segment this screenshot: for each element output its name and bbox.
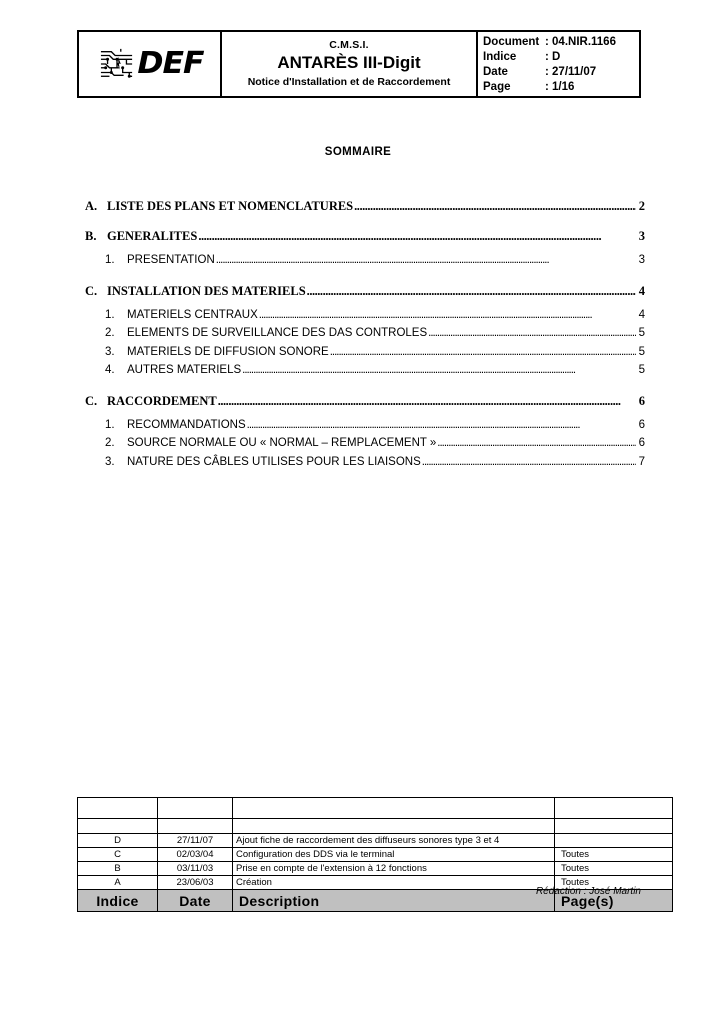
revision-description-cell: [233, 819, 555, 834]
toc-entry-label: PRESENTATION: [127, 254, 215, 266]
revision-description-cell: Prise en compte de l'extension à 12 fonctions: [233, 862, 555, 876]
toc-entry-number: 1.: [105, 254, 115, 266]
toc-dot-leader: [307, 283, 636, 299]
metadata-label-document: Document: [483, 36, 540, 48]
revision-indice-cell: D: [78, 834, 158, 848]
toc-entry-label: LISTE DES PLANS ET NOMENCLATURES: [107, 199, 354, 213]
toc-entry-number: 1.: [105, 308, 115, 321]
toc-entry-label: NATURE DES CÂBLES UTILISES POUR LES LIAISONS: [127, 455, 421, 468]
revision-indice-cell: [78, 798, 158, 819]
revision-indice-cell: A: [78, 876, 158, 890]
metadata-row-document: [483, 35, 639, 50]
toc-entry-label: RECOMMANDATIONS: [127, 418, 246, 431]
toc-entry-c3[interactable]: [85, 344, 645, 361]
toc-page-number: 2: [638, 199, 645, 213]
revision-description-cell: [233, 798, 555, 819]
revision-indice-cell: B: [78, 862, 158, 876]
metadata-value-date: : 27/11/07: [545, 66, 597, 78]
toc-entry-label: GENERALITES: [107, 229, 198, 243]
revision-date-cell: 03/11/03: [158, 862, 233, 876]
revision-pages-cell: Toutes: [555, 876, 673, 890]
toc-entry-b[interactable]: [85, 228, 645, 244]
toc-entry-c4[interactable]: [85, 362, 645, 379]
metadata-value-page: : 1/16: [545, 81, 575, 93]
header-product-title: ANTARÈS III-Digit: [277, 53, 421, 72]
header-cmsi-label: C.M.S.I.: [329, 39, 369, 51]
toc-entry-number: 3.: [105, 455, 115, 468]
toc-entry-label: AUTRES MATERIELS: [127, 364, 242, 376]
toc-entry-label: RACCORDEMENT: [107, 393, 217, 408]
toc-entry-c1[interactable]: [85, 307, 645, 324]
toc-entry-number: 1.: [105, 418, 115, 431]
revision-date-cell: 02/03/04: [158, 848, 233, 862]
toc-entry-b1[interactable]: [85, 252, 645, 269]
toc-dot-leader: [428, 325, 636, 342]
toc-entry-label: MATERIELS DE DIFFUSION SONORE: [127, 345, 329, 358]
toc-dot-leader: [437, 435, 636, 452]
toc-page-number: 5: [638, 327, 645, 339]
toc-entry-c-installation[interactable]: [85, 283, 645, 299]
toc-page-number: 7: [638, 455, 645, 468]
table-of-contents-title: SOMMAIRE: [324, 146, 392, 158]
revision-description-cell: Ajout fiche de raccordement des diffuseurs sonores type 3 et 4: [233, 834, 555, 848]
toc-entry-number: 4.: [105, 364, 115, 376]
table-row: [78, 862, 673, 876]
toc-entry-number: 3.: [105, 345, 115, 358]
metadata-row-date: [483, 65, 639, 80]
toc-entry-number: 2.: [105, 327, 115, 339]
table-row: [78, 848, 673, 862]
toc-dot-leader: [330, 344, 636, 361]
toc-entry-number: 2.: [105, 437, 115, 449]
toc-entry-number: A.: [85, 199, 98, 213]
revision-indice-cell: C: [78, 848, 158, 862]
header-title-cell: [222, 32, 478, 96]
revision-date-cell: 27/11/07: [158, 834, 233, 848]
toc-entry-c2[interactable]: [85, 325, 645, 342]
revision-date-cell: 23/06/03: [158, 876, 233, 890]
footer-author-credit: Rédaction : José Martin: [535, 886, 641, 897]
toc-dot-leader: [422, 454, 636, 471]
toc-entry-label: INSTALLATION DES MATERIELS: [107, 283, 306, 298]
toc-page-number: 3: [638, 254, 645, 266]
revision-pages-cell: [555, 834, 673, 848]
toc-entry-a[interactable]: [85, 198, 645, 214]
table-row: [78, 798, 673, 819]
toc-dot-leader: [259, 307, 636, 324]
metadata-row-indice: [483, 50, 639, 65]
header-logo-cell: [79, 32, 222, 96]
revision-date-cell: [158, 819, 233, 834]
circuit-board-icon: [98, 47, 136, 81]
toc-page-number: 4: [638, 308, 645, 321]
metadata-label-date: Date: [483, 66, 508, 78]
metadata-label-indice: Indice: [483, 51, 517, 63]
toc-dot-leader: [216, 252, 636, 269]
toc-page-number: 4: [638, 283, 645, 298]
toc-page-number: 6: [638, 393, 645, 408]
revision-header-description: Description: [233, 890, 555, 912]
revision-header-indice: Indice: [78, 890, 158, 912]
revision-indice-cell: [78, 819, 158, 834]
toc-entry-number: C.: [85, 393, 98, 408]
toc-dot-leader: [247, 417, 636, 434]
toc-entry-r1[interactable]: [85, 417, 645, 434]
table-row: [78, 834, 673, 848]
toc-entry-r2[interactable]: [85, 435, 645, 452]
toc-dot-leader: [242, 362, 636, 379]
toc-page-number: 3: [638, 229, 645, 243]
document-header-table: [77, 30, 641, 98]
toc-entry-label: MATERIELS CENTRAUX: [127, 308, 258, 321]
revision-pages-cell: [555, 798, 673, 819]
toc-dot-leader: [354, 198, 636, 214]
metadata-label-page: Page: [483, 81, 511, 93]
revision-header-pages: Page(s): [555, 890, 673, 912]
metadata-row-page: [483, 80, 639, 95]
def-logo: [98, 47, 202, 81]
def-logo-text: DEF: [136, 46, 204, 81]
toc-entry-r3[interactable]: [85, 454, 645, 471]
toc-page-number: 5: [638, 345, 645, 358]
metadata-value-indice: : D: [545, 51, 561, 63]
header-metadata-cell: [478, 32, 639, 96]
revision-pages-cell: Toutes: [555, 862, 673, 876]
table-of-contents: [85, 198, 645, 470]
revision-pages-cell: Toutes: [555, 848, 673, 862]
toc-entry-number: C.: [85, 283, 98, 298]
revision-date-cell: [158, 798, 233, 819]
toc-entry-c-raccordement[interactable]: [85, 393, 645, 409]
header-document-subtitle: Notice d'Installation et de Raccordement: [247, 76, 451, 88]
toc-entry-number: B.: [85, 229, 97, 243]
toc-page-number: 6: [638, 437, 645, 449]
revision-description-cell: Création: [233, 876, 555, 890]
toc-page-number: 6: [638, 418, 645, 431]
toc-dot-leader: [218, 393, 636, 409]
toc-dot-leader: [198, 228, 636, 244]
toc-entry-label: ELEMENTS DE SURVEILLANCE DES DAS CONTROLES: [127, 327, 428, 339]
revision-description-cell: Configuration des DDS via le terminal: [233, 848, 555, 862]
toc-page-number: 5: [638, 364, 645, 376]
table-row: [78, 819, 673, 834]
metadata-value-document: : 04.NIR.1166: [545, 36, 616, 48]
toc-entry-label: SOURCE NORMALE OU « NORMAL – REMPLACEMENT »: [127, 437, 437, 449]
revision-pages-cell: [555, 819, 673, 834]
revision-header-date: Date: [158, 890, 233, 912]
